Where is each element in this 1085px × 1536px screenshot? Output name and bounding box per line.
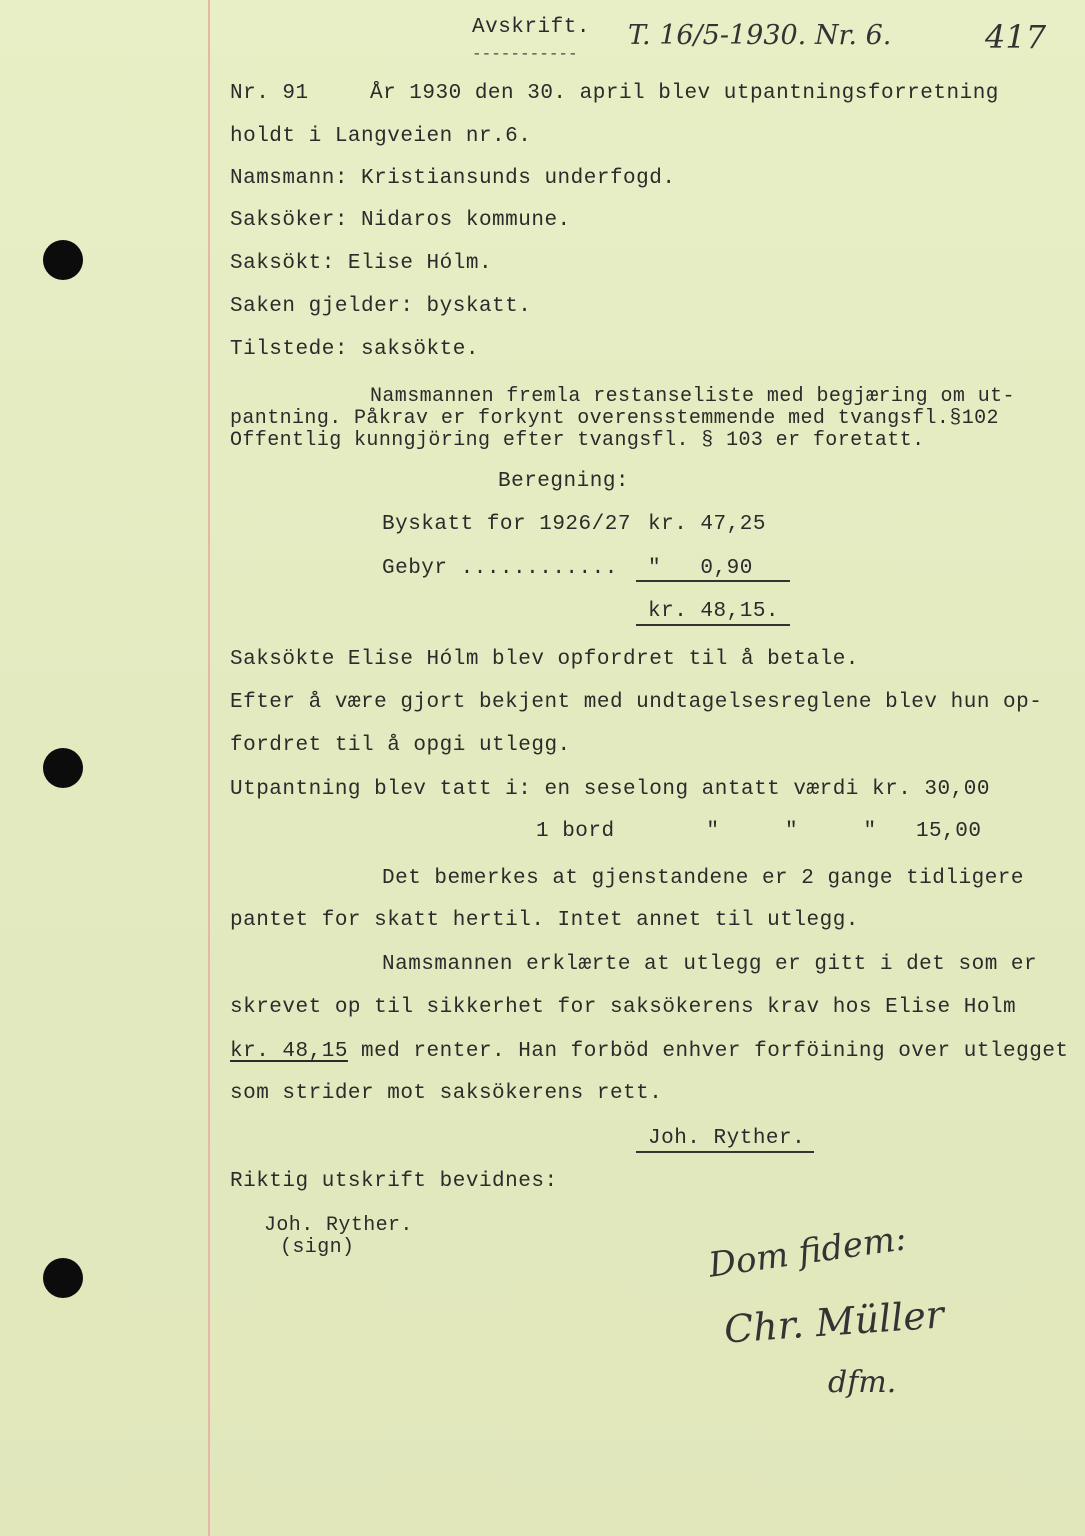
saksoker-line: Saksöker: Nidaros kommune. bbox=[230, 209, 571, 232]
document-title: Avskrift. bbox=[472, 16, 590, 39]
saken-line: Saken gjelder: byskatt. bbox=[230, 295, 532, 318]
body-line-3: fordret til å opgi utlegg. bbox=[230, 734, 571, 757]
handwritten-signature: Chr. Müller bbox=[722, 1292, 946, 1352]
saksokt-line: Saksökt: Elise Hólm. bbox=[230, 252, 493, 275]
record-line-2: holdt i Langveien nr.6. bbox=[230, 125, 532, 148]
calc-total: kr. 48,15. bbox=[648, 600, 780, 623]
sum-rule bbox=[636, 580, 790, 582]
body-line-10-rest: med renter. Han forböd enhver forföining over utlegget bbox=[347, 1040, 1069, 1063]
calc-row-2-label: Gebyr ............ bbox=[382, 557, 618, 580]
record-line-1: År 1930 den 30. april blev utpantningsforretning bbox=[370, 82, 999, 105]
calc-row-1-label: Byskatt for 1926/27 bbox=[382, 513, 631, 536]
body-line-2: Efter å være gjort bekjent med undtagelsesreglene blev hun op- bbox=[230, 691, 1043, 714]
body-line-9: skrevet op til sikkerhet for saksökerens krav hos Elise Holm bbox=[230, 996, 1017, 1019]
signature-rule bbox=[636, 1151, 814, 1153]
body-line-6: Det bemerkes at gjenstandene er 2 gange tidligere bbox=[382, 867, 1025, 890]
margin-line bbox=[208, 0, 210, 1536]
copy-sign: (sign) bbox=[280, 1236, 355, 1259]
binder-hole bbox=[43, 748, 83, 788]
handwritten-dom-fidem: Dom fidem: bbox=[706, 1218, 909, 1286]
paragraph-1-line-2: pantning. Påkrav er forkynt overensstemmende med tvangsfl.§102 bbox=[230, 407, 999, 430]
binder-hole bbox=[43, 240, 83, 280]
amount-underlined: kr. 48,15 bbox=[230, 1040, 348, 1063]
tilstede-line: Tilstede: saksökte. bbox=[230, 338, 479, 361]
copy-name: Joh. Ryther. bbox=[264, 1214, 413, 1237]
title-underline: ----------- bbox=[472, 45, 578, 63]
calc-row-1-value: kr. 47,25 bbox=[648, 513, 766, 536]
body-line-5: 1 bord " " " 15,00 bbox=[536, 820, 982, 843]
total-rule bbox=[636, 624, 790, 626]
officer-signature: Joh. Ryther. bbox=[648, 1127, 806, 1150]
record-number: Nr. 91 bbox=[230, 82, 309, 105]
handwritten-date-note: T. 16/5-1930. Nr. 6. bbox=[628, 20, 892, 51]
calc-row-2-value: " 0,90 bbox=[648, 557, 753, 580]
body-line-11: som strider mot saksökerens rett. bbox=[230, 1082, 663, 1105]
body-line-4: Utpantning blev tatt i: en seselong antatt værdi kr. 30,00 bbox=[230, 778, 990, 801]
calculation-heading: Beregning: bbox=[498, 470, 630, 493]
binder-hole bbox=[43, 1258, 83, 1298]
body-line-1: Saksökte Elise Hólm blev opfordret til å betale. bbox=[230, 648, 859, 671]
body-line-7: pantet for skatt hertil. Intet annet til utlegg. bbox=[230, 909, 859, 932]
paragraph-1-line-1: Namsmannen fremla restanseliste med begjæring om ut- bbox=[370, 385, 1015, 408]
folio-number: 417 bbox=[985, 18, 1047, 56]
body-line-8: Namsmannen erklærte at utlegg er gitt i det som er bbox=[382, 953, 1038, 976]
body-line-10 bbox=[230, 1040, 1069, 1064]
handwritten-title: dfm. bbox=[828, 1365, 897, 1400]
paragraph-1-line-3: Offentlig kunngjöring efter tvangsfl. § 103 er foretatt. bbox=[230, 429, 925, 452]
namsmann-line: Namsmann: Kristiansunds underfogd. bbox=[230, 167, 676, 190]
certify-line: Riktig utskrift bevidnes: bbox=[230, 1170, 558, 1193]
